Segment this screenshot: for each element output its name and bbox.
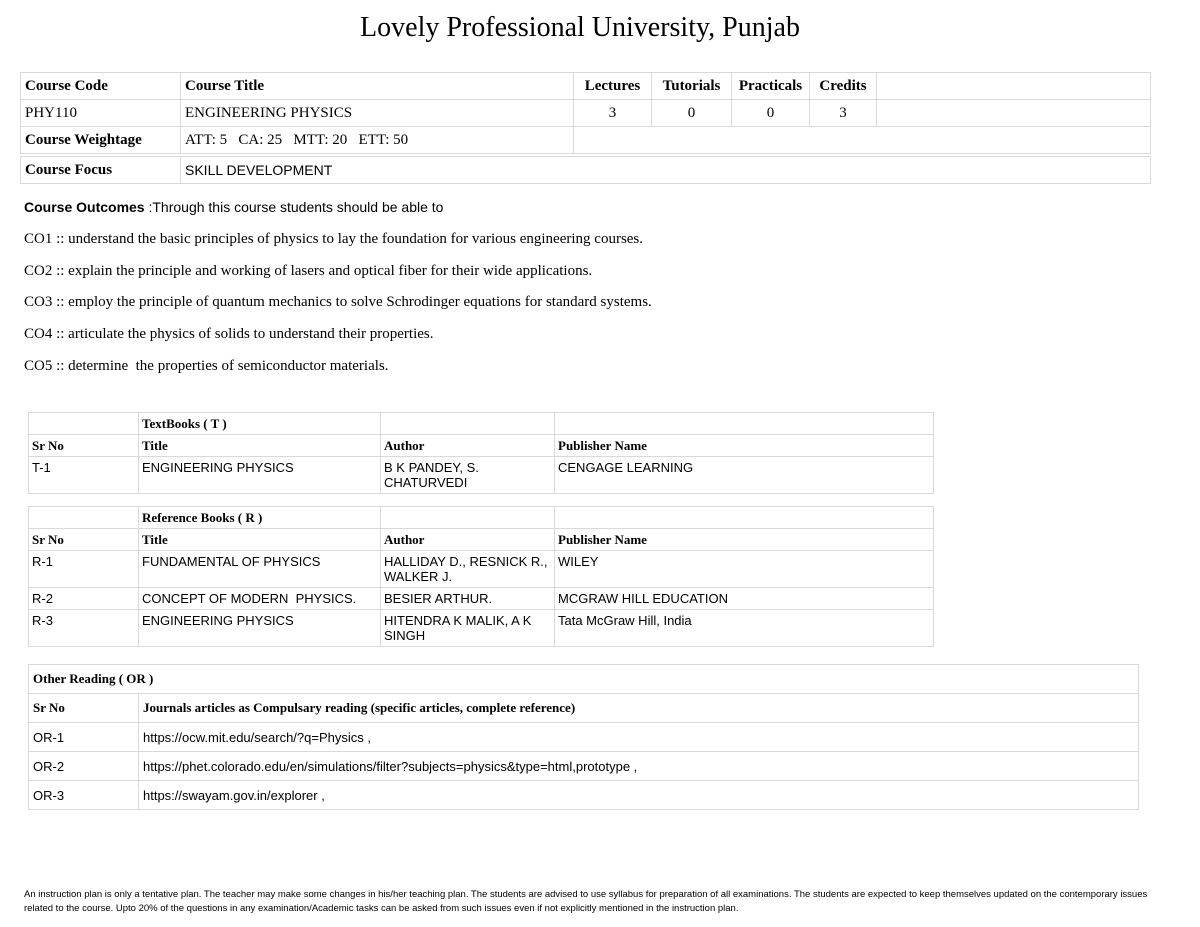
course-focus-label: Course Focus bbox=[21, 157, 181, 184]
practicals-header: Practicals bbox=[732, 73, 810, 100]
other-reading-table bbox=[28, 664, 1139, 810]
textbooks-header-row: Sr No Title Author Publisher Name bbox=[29, 435, 934, 457]
reference-section-title: Reference Books ( R ) bbox=[139, 507, 381, 529]
table-row: OR-2 https://phet.colorado.edu/en/simulations/filter?subjects=physics&type=html,prototype , bbox=[29, 752, 1139, 781]
other-reading-section-row bbox=[29, 665, 1139, 694]
table-row: T-1 ENGINEERING PHYSICS B K PANDEY, S. CHATURVEDI CENGAGE LEARNING bbox=[29, 457, 934, 494]
course-title-header: Course Title bbox=[181, 73, 574, 100]
other-reading-header-row: Sr No Journals articles as Compulsary reading (specific articles, complete reference) bbox=[29, 694, 1139, 723]
course-outcome-4: CO4 :: articulate the physics of solids to understand their properties. bbox=[24, 326, 434, 342]
course-outcome-3: CO3 :: employ the principle of quantum mechanics to solve Schrodinger equations for standard systems. bbox=[24, 294, 652, 310]
reference-link: https://ocw.mit.edu/search/?q=Physics , bbox=[139, 723, 1139, 752]
textbooks-section-title: TextBooks ( T ) bbox=[139, 413, 381, 435]
tutorials-value: 0 bbox=[652, 100, 732, 127]
credits-header: Credits bbox=[810, 73, 877, 100]
course-weightage-row bbox=[21, 127, 1151, 154]
reference-section-row bbox=[29, 507, 934, 529]
practicals-value: 0 bbox=[732, 100, 810, 127]
course-outcomes-heading: Course Outcomes :Through this course students should be able to bbox=[24, 199, 444, 215]
course-outcome-2: CO2 :: explain the principle and working of lasers and optical fiber for their wide applications. bbox=[24, 263, 593, 279]
table-row: R-3 ENGINEERING PHYSICS HITENDRA K MALIK, A K SINGH Tata McGraw Hill, India bbox=[29, 610, 934, 647]
books-table bbox=[28, 412, 934, 647]
course-header-row bbox=[21, 73, 1151, 100]
reference-link: https://swayam.gov.in/explorer , bbox=[139, 781, 1139, 810]
course-focus-value: SKILL DEVELOPMENT bbox=[181, 157, 1151, 184]
course-weightage-label: Course Weightage bbox=[21, 127, 181, 154]
reference-link: https://phet.colorado.edu/en/simulations/filter?subjects=physics&type=html,prototype , bbox=[139, 752, 1139, 781]
course-focus-row bbox=[21, 157, 1151, 184]
course-outcome-5: CO5 :: determine the properties of semiconductor materials. bbox=[24, 358, 389, 374]
footer-note: An instruction plan is only a tentative plan. The teacher may make some changes in his/her teaching plan. The students are advised to use syllabus for preparation of all examinations. The students are expected to keep themselves updated on the contemporary issues related to the course. Upto 20% of the questions in any examination/Academic tasks can be asked from such issues even if not explicitly mentioned in the instruction plan. bbox=[24, 889, 1148, 914]
tutorials-header: Tutorials bbox=[652, 73, 732, 100]
course-code: PHY110 bbox=[21, 100, 181, 127]
course-weightage-value: ATT: 5 CA: 25 MTT: 20 ETT: 50 bbox=[181, 127, 574, 154]
table-row: R-1 FUNDAMENTAL OF PHYSICS HALLIDAY D., RESNICK R., WALKER J. WILEY bbox=[29, 551, 934, 588]
lectures-header: Lectures bbox=[574, 73, 652, 100]
page-title: Lovely Professional University, Punjab bbox=[360, 12, 800, 43]
reference-header-row: Sr No Title Author Publisher Name bbox=[29, 529, 934, 551]
lectures-value: 3 bbox=[574, 100, 652, 127]
course-info-table bbox=[20, 72, 1151, 184]
course-outcome-1: CO1 :: understand the basic principles of physics to lay the foundation for various engineering courses. bbox=[24, 231, 644, 247]
course-title: ENGINEERING PHYSICS bbox=[181, 100, 574, 127]
course-value-row bbox=[21, 100, 1151, 127]
table-row: OR-1 https://ocw.mit.edu/search/?q=Physics , bbox=[29, 723, 1139, 752]
other-reading-section-title: Other Reading ( OR ) bbox=[29, 665, 1139, 694]
table-row: R-2 CONCEPT OF MODERN PHYSICS. BESIER ARTHUR. MCGRAW HILL EDUCATION bbox=[29, 588, 934, 610]
table-row: OR-3 https://swayam.gov.in/explorer , bbox=[29, 781, 1139, 810]
credits-value: 3 bbox=[810, 100, 877, 127]
textbooks-section-row bbox=[29, 413, 934, 435]
course-code-header: Course Code bbox=[21, 73, 181, 100]
